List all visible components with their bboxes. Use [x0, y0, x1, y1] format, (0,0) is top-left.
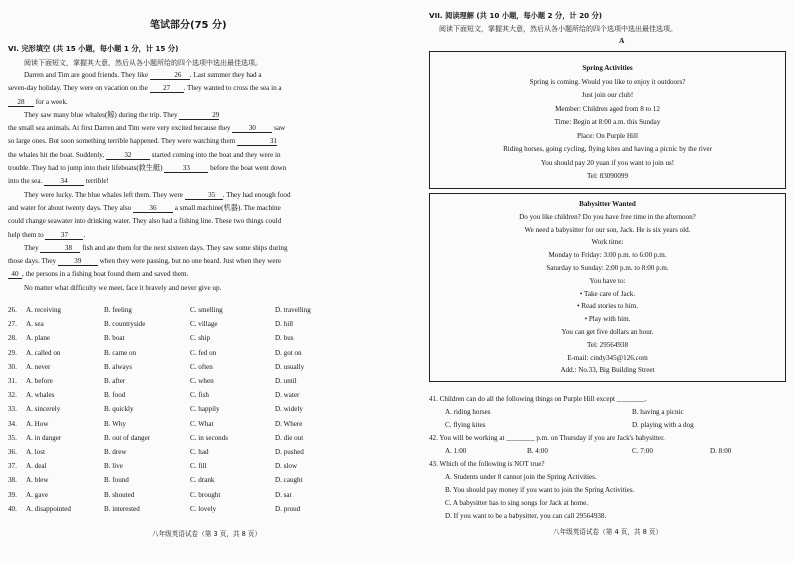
option-c: C. lovely	[190, 504, 217, 513]
ad2-line: We need a babysitter for our son, Jack. He is six years old.	[524, 225, 691, 234]
option-b: B. out of danger	[104, 433, 151, 442]
q43-option-b: B. You should pay money if you want to join the Spring Activities.	[445, 486, 635, 494]
blank-30: 30	[232, 124, 272, 133]
blank-33: 33	[164, 164, 208, 173]
reading-instruction: 阅读下面短文，掌握其大意，然后从各小题所给的四个选项中选出最佳选项。	[439, 25, 677, 33]
ad2-line: You have to:	[589, 276, 626, 285]
q43-option-a: A. Students under 8 cannot join the Spring Activities.	[445, 473, 597, 481]
option-a: A. blew	[26, 476, 49, 485]
option-c: C. What	[190, 419, 214, 428]
blank-27: 27	[150, 84, 184, 93]
option-c: C. fill	[190, 462, 207, 471]
option-row	[8, 306, 388, 318]
q41-option-d: D. playing with a dog	[632, 421, 694, 429]
option-a: A. sincerely	[26, 405, 61, 414]
option-row	[8, 462, 388, 474]
ad2-line: E-mail: cindy345@126.com	[567, 353, 648, 362]
question-43: 43. Which of the following is NOT true?	[429, 460, 545, 468]
option-c: C. smelling	[190, 306, 223, 314]
option-c: C. drank	[190, 476, 215, 485]
blank-38: 38	[40, 244, 80, 253]
option-d: D. sat	[275, 490, 292, 499]
option-a: A. deal	[26, 462, 47, 471]
option-b: B. live	[104, 462, 123, 471]
question-41: 41. Children can do all the following things on Purple Hill except ________.	[429, 395, 647, 403]
option-b: B. quickly	[104, 405, 134, 414]
option-number: 27.	[8, 320, 17, 329]
part-label: A	[619, 36, 625, 45]
page-footer-left: 八年级英语试卷（第 3 页，共 8 页）	[152, 530, 262, 538]
question-42: 42. You will be working at ________ p.m. on Thursday if you are Jack's babysitter.	[429, 434, 665, 442]
option-d: D. hill	[275, 320, 294, 329]
option-b: B. shouted	[104, 490, 135, 499]
option-b: B. found	[104, 476, 129, 485]
option-d: D. bus	[275, 334, 294, 343]
option-a: A. never	[26, 362, 51, 371]
blank-37: 37	[45, 231, 83, 240]
option-a: A. receiving	[26, 306, 62, 314]
option-a: A. How	[26, 419, 49, 428]
ad1-title: Spring Activities	[582, 64, 633, 72]
ad1-line: Riding horses, going cycling, flying kites and having a picnic by the river	[503, 145, 712, 153]
option-d: D. Where	[275, 419, 303, 428]
ad2-line: • Take care of Jack.	[579, 289, 636, 298]
option-row	[8, 377, 388, 389]
option-c: C. fish	[190, 391, 209, 400]
ad1-line: Tel: 83090099	[586, 172, 629, 180]
option-c: C. when	[190, 377, 214, 385]
option-number: 29.	[8, 348, 17, 357]
option-b: B. boat	[104, 334, 125, 343]
ad1-line: Place: On Purple Hill	[577, 131, 638, 140]
option-b: B. came on	[104, 348, 137, 357]
option-c: C. village	[190, 320, 218, 329]
option-number: 26.	[8, 306, 17, 314]
option-d: D. until	[275, 377, 297, 385]
page-title: 笔试部分(75 分)	[150, 20, 227, 31]
option-number: 31.	[8, 377, 17, 385]
option-number: 38.	[8, 476, 17, 485]
ad2-line: • Play with him.	[584, 315, 631, 324]
option-a: A. lost	[26, 448, 45, 456]
page-footer-right: 八年级英语试卷（第 4 页，共 8 页）	[553, 528, 663, 536]
option-row	[8, 363, 388, 375]
ad2-line: Tel: 29564938	[586, 340, 629, 349]
ad2-line: You can get five dollars an hour.	[561, 328, 654, 336]
section-heading-reading: VII. 阅读理解 (共 10 小题，每小题 2 分，计 20 分)	[429, 11, 603, 20]
ad2-line: Add.: No.33, Big Building Street	[560, 366, 655, 375]
blank-36: 36	[133, 204, 173, 213]
ad1-line: You should pay 20 yuan if you want to join us!	[540, 158, 675, 167]
option-b: B. after	[104, 377, 126, 385]
q41-option-a: A. riding horses	[445, 408, 491, 416]
option-row	[8, 505, 388, 517]
option-row	[8, 391, 388, 403]
q41-option-c: C. flying kites	[445, 421, 486, 429]
q42-option-c: C. 7:00	[632, 447, 653, 455]
option-row	[8, 476, 388, 488]
option-b: B. food	[104, 391, 126, 400]
q43-option-d: D. If you want to be a babysitter, you can call 29564938.	[445, 512, 607, 520]
q43-option-c: C. A babysitter has to sing songs for Jack at home.	[445, 499, 589, 507]
blank-35: 35	[185, 191, 223, 200]
option-d: D. die out	[275, 433, 304, 442]
option-row	[8, 491, 388, 503]
cloze-instruction: 阅读下面短文，掌握其大意，然后从各小题所给的四个选项中选出最佳选项。	[24, 59, 262, 67]
q42-option-a: A. 1:00	[445, 447, 467, 455]
ad-babysitter-wanted	[429, 193, 786, 382]
blank-28: 28	[8, 98, 34, 107]
option-c: C. in seconds	[190, 433, 229, 442]
option-d: D. usually	[275, 362, 305, 371]
q41-option-b: B. having a picnic	[632, 408, 684, 416]
option-number: 28.	[8, 334, 17, 343]
blank-31: 31	[237, 137, 277, 146]
option-a: A. sea	[26, 320, 44, 329]
ad2-line: Monday to Friday: 3:00 p.m. to 6:00 p.m.	[548, 251, 667, 260]
option-number: 37.	[8, 462, 17, 471]
ad1-line: Spring is coming. Would you like to enjoy it outdoors?	[529, 77, 686, 86]
blank-32: 32	[106, 151, 150, 160]
option-b: B. interested	[104, 504, 140, 513]
blank-39: 39	[58, 257, 98, 266]
cloze-passage: Darren and Tim are good friends. They like 26 . Last summer they had a seven-day holiday. They were on vacation on the 27 . They wanted to cross the sea in a 28 for a week. They saw many blue whales(鲸) during the trip. They 29 the small sea animals. At first Darren and Tim were very excited because they 30 saw so large ones. But soon something terrible happened. They were watching them 31 the whales hit the boat. Suddenly, 32 started coming into the boat and they were in trouble. They had to jump into their lifeboats(救生艇) 33 before the boat went down into the sea. 34 terrible! They were lucky. The blue whales left them. They were 35 . They had enough food and water for about twenty days. They also 36 a small machine(机器). The machine could change seawater into drinking water. They also had a fishing line. These two things could help them to 37 . They 38 fish and ate them for the next sixteen days. They saw some ships during those days. They 39 when they were passing, but no one heard. Just when they were 40 , the persons in a fishing boat found them and saved them. No matter what difficulty we meet, face it bravely and never give up.	[8, 71, 291, 292]
option-d: D. travelling	[275, 306, 311, 314]
option-a: A. disappointed	[26, 504, 71, 513]
option-a: A. plane	[26, 334, 51, 343]
option-number: 39.	[8, 490, 17, 499]
option-c: C. ship	[190, 334, 211, 343]
option-row	[8, 448, 388, 460]
option-d: D. widely	[275, 405, 303, 414]
option-a: A. called on	[26, 348, 61, 357]
option-number: 40.	[8, 504, 17, 513]
option-row	[8, 405, 388, 417]
option-number: 30.	[8, 362, 17, 371]
ad1-line: Member: Children aged from 8 to 12	[555, 104, 660, 113]
ad1-line: Just join our club!	[581, 91, 634, 99]
option-number: 32.	[8, 391, 17, 400]
option-number: 33.	[8, 405, 17, 414]
option-number: 36.	[8, 448, 17, 456]
option-d: D. got on	[275, 348, 302, 357]
q42-option-d: D. 8:00	[710, 447, 732, 455]
option-a: A. in danger	[26, 433, 62, 442]
option-b: B. Why	[104, 419, 126, 428]
option-d: D. slow	[275, 462, 298, 471]
option-a: A. gave	[26, 490, 49, 499]
option-d: D. water	[275, 391, 300, 400]
blank-26: 26	[150, 71, 190, 80]
option-d: D. pushed	[275, 448, 304, 456]
option-b: B. drew	[104, 448, 127, 456]
option-row	[8, 334, 388, 346]
option-c: C. brought	[190, 490, 221, 499]
option-row	[8, 434, 388, 446]
option-c: C. often	[190, 362, 213, 371]
option-c: C. had	[190, 448, 209, 456]
option-a: A. whales	[26, 391, 55, 400]
ad2-line: Do you like children? Do you have free time in the afternoon?	[519, 212, 696, 221]
ad2-line: • Read stories to him.	[576, 302, 638, 311]
right-page	[397, 0, 794, 561]
option-b: B. feeling	[104, 306, 132, 314]
option-d: D. proud	[275, 504, 301, 513]
ad2-line: Work time:	[591, 238, 624, 247]
ad1-line: Time: Begin at 8:00 a.m. this Sunday	[554, 118, 661, 126]
option-b: B. countryside	[104, 320, 146, 329]
ad2-title: Babysitter Wanted	[579, 200, 636, 208]
ad-spring-activities	[429, 51, 786, 189]
blank-29: 29	[179, 111, 219, 120]
blank-34: 34	[44, 177, 84, 186]
option-row	[8, 420, 388, 432]
option-d: D. caught	[275, 476, 303, 485]
option-row	[8, 320, 388, 332]
option-number: 35.	[8, 433, 17, 442]
q42-option-b: B. 4:00	[527, 447, 548, 455]
option-row	[8, 349, 388, 361]
option-c: C. happily	[190, 405, 220, 414]
option-b: B. always	[104, 362, 132, 371]
ad2-line: Saturday to Sunday: 2:00 p.m. to 8:00 p.m.	[546, 264, 669, 272]
option-c: C. fed on	[190, 348, 217, 357]
blank-40: 40	[8, 270, 22, 279]
option-number: 34.	[8, 419, 17, 428]
section-heading-cloze: VI. 完形填空 (共 15 小题，每小题 1 分，计 15 分)	[8, 44, 179, 53]
option-a: A. before	[26, 377, 53, 385]
